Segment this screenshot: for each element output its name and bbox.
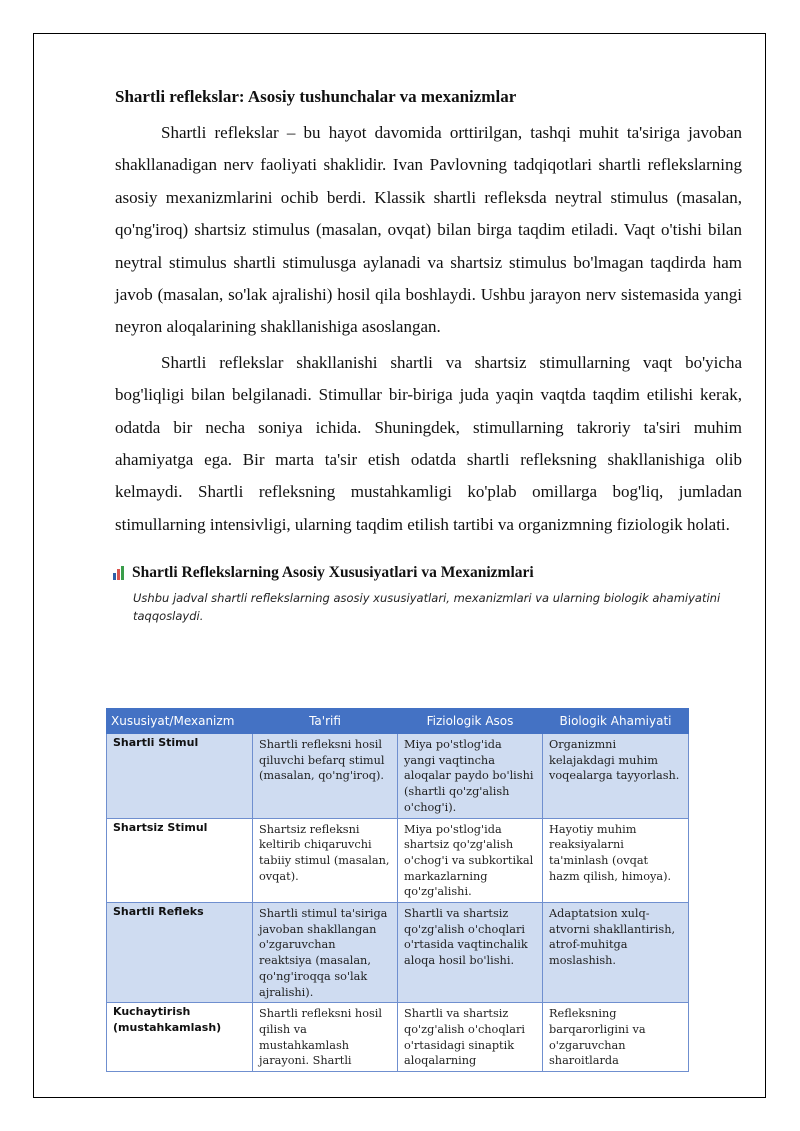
row-name: Shartli Refleks [107, 903, 253, 1003]
table-row [107, 818, 689, 903]
table-title: Shartli Reflekslarning Asosiy Xususiyatlari va Mexanizmlari [132, 564, 534, 582]
row-definition: Shartsiz refleksni keltirib chiqaruvchi tabiiy stimul (masalan, ovqat). [253, 818, 398, 903]
column-header: Biologik Ahamiyati [543, 709, 689, 734]
row-definition: Shartli refleksni hosil qilish va mustahkamlash jarayoni. Shartli [253, 1003, 398, 1072]
table-caption: Ushbu jadval shartli reflekslarning asosiy xususiyatlari, mexanizmlari va ularning biologik ahamiyatini taqqoslaydi. [133, 591, 721, 624]
row-significance: Organizmni kelajakdagi muhim voqealarga tayyorlash. [543, 734, 689, 819]
column-header: Ta'rifi [253, 709, 398, 734]
row-significance: Hayotiy muhim reaksiyalarni ta'minlash (ovqat hazm qilish, himoya). [543, 818, 689, 903]
bar-chart-icon [113, 566, 127, 580]
row-basis: Shartli va shartsiz qo'zg'alish o'choqlari o'rtasida vaqtinchalik aloqa hosil bo'lishi. [398, 903, 543, 1003]
row-definition: Shartli refleksni hosil qiluvchi befarq stimul (masalan, qo'ng'iroq). [253, 734, 398, 819]
paragraph-1: Shartli reflekslar – bu hayot davomida orttirilgan, tashqi muhit ta'siriga javoban shakllanadigan nerv faoliyati shaklidir. Ivan Pavlovning tadqiqotlari shartli reflekslarning asosiy mexanizmlarini ochib berdi. Klassik shartli refleksda neytral stimulus (masalan, qo'ng'iroq) shartsiz stimulus (masalan, ovqat) bilan birga taqdim etiladi. Vaqt o'tishi bilan neytral stimulus shartli stimulusga aylanadi va shartsiz stimulus bo'lmagan taqdirda ham javob (masalan, so'lak ajralishi) hosil qila boshlaydi. Ushbu jarayon nerv sistemasida yangi neyron aloqalarining shakllanishiga asoslangan. [115, 123, 742, 337]
section-heading: Shartli reflekslar: Asosiy tushunchalar va mexanizmlar [115, 87, 517, 106]
row-name: Shartli Stimul [107, 734, 253, 819]
row-definition: Shartli stimul ta'siriga javoban shakllangan o'zgaruvchan reaktsiya (masalan, qo'ng'iroqqa so'lak ajralishi). [253, 903, 398, 1003]
table-row [107, 734, 689, 819]
row-name: Shartsiz Stimul [107, 818, 253, 903]
paragraph-2: Shartli reflekslar shakllanishi shartli va shartsiz stimullarning vaqt bo'yicha bog'liqligi bilan belgilanadi. Stimullar bir-biriga juda yaqin vaqtda taqdim etilishi kerak, odatda bir necha soniya ichida. Shuningdek, stimullarning takroriy ta'siri muhim ahamiyatga ega. Bir marta ta'sir etish odatda shartli refleksning shakllanishiga olib kelmaydi. Shartli refleksning mustahkamligi ko'plab omillarga bog'liq, jumladan stimullarning intensivligi, ularning taqdim etilish tartibi va organizmning fiziologik holati. [115, 352, 742, 534]
table-heading [113, 563, 742, 583]
column-header: Fiziologik Asos [398, 709, 543, 734]
table-row [107, 1003, 689, 1072]
properties-table [106, 708, 689, 1072]
row-significance: Adaptatsion xulq-atvorni shakllantirish, atrof-muhitga moslashish. [543, 903, 689, 1003]
row-basis: Miya po'stlog'ida yangi vaqtincha aloqalar paydo bo'lishi (shartli qo'zg'alish o'chog'i). [398, 734, 543, 819]
row-name: Kuchaytirish (mustahkamlash) [107, 1003, 253, 1072]
column-header: Xususiyat/Mexanizm [107, 709, 253, 734]
row-basis: Miya po'stlog'ida shartsiz qo'zg'alish o'chog'i va subkortikal markazlarning qo'zg'alishi. [398, 818, 543, 903]
row-significance: Refleksning barqarorligini va o'zgaruvchan sharoitlarda [543, 1003, 689, 1072]
document-body [115, 86, 742, 625]
table-header-row [107, 709, 689, 734]
row-basis: Shartli va shartsiz qo'zg'alish o'choqlari o'rtasidagi sinaptik aloqalarning [398, 1003, 543, 1072]
table-row [107, 903, 689, 1003]
